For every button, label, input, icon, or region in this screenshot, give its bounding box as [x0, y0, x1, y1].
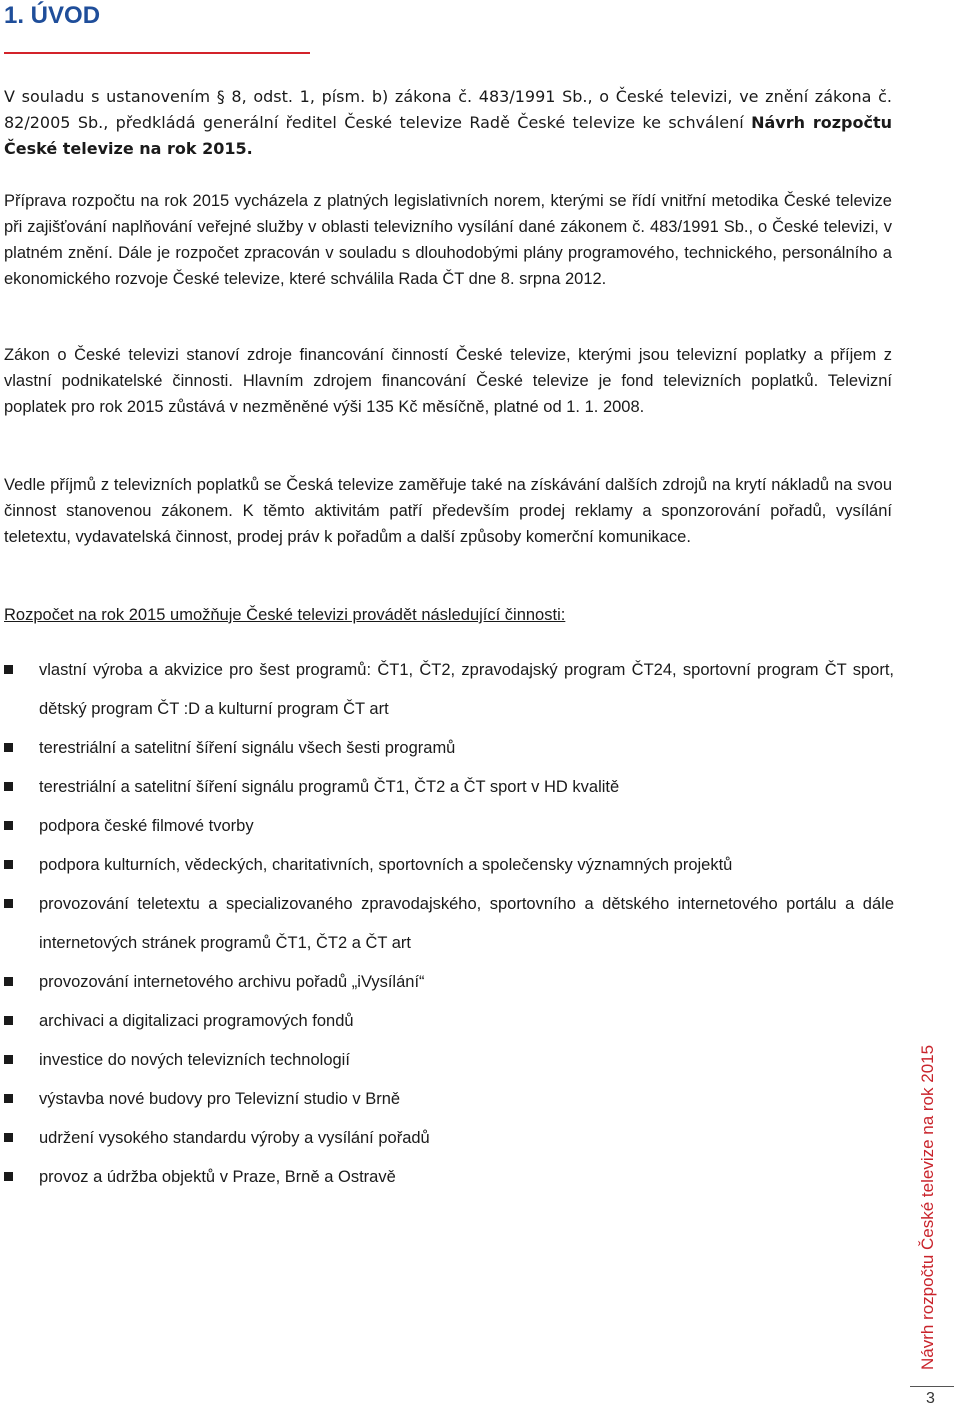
square-bullet-icon	[4, 1133, 13, 1142]
square-bullet-icon	[4, 1055, 13, 1064]
square-bullet-icon	[4, 860, 13, 869]
activities-title: Rozpočet na rok 2015 umožňuje České televizi provádět následující činnosti:	[4, 606, 566, 624]
list-item-text: provozování internetového archivu pořadů „iVysílání“	[39, 973, 425, 991]
square-bullet-icon	[4, 665, 13, 674]
square-bullet-icon	[4, 899, 13, 908]
list-item	[4, 1119, 894, 1158]
income-paragraph: Vedle příjmů z televizních poplatků se Česká televize zaměřuje také na získávání dalších zdrojů na krytí nákladů na svou činnost stanovenou zákonem. K těmto aktivitám patří především prodej reklamy a sponzorování pořadů, vysílání teletextu, vydavatelská činnost, prodej práv k pořadům a další způsoby komerční komunikace.	[4, 476, 892, 546]
list-item-text: podpora kulturních, vědeckých, charitativních, sportovních a společensky významných projektů	[39, 856, 733, 874]
list-item	[4, 885, 894, 963]
list-item-text: podpora české filmové tvorby	[39, 817, 254, 835]
list-item	[4, 768, 894, 807]
square-bullet-icon	[4, 1016, 13, 1025]
list-item	[4, 807, 894, 846]
intro-text: V souladu s ustanovením § 8, odst. 1, písm. b) zákona č. 483/1991 Sb., o České televizi, ve znění zákona č. 82/2005 Sb., předkládá generální ředitel České televize Radě České televize ke schválení	[4, 87, 892, 132]
square-bullet-icon	[4, 977, 13, 986]
list-item-text: terestriální a satelitní šíření signálu programů ČT1, ČT2 a ČT sport v HD kvalitě	[39, 778, 620, 796]
document-title-sidebar: Návrh rozpočtu České televize na rok 2015	[918, 1044, 937, 1370]
square-bullet-icon	[4, 782, 13, 791]
square-bullet-icon	[4, 1094, 13, 1103]
list-item-text: provozování teletextu a specializovaného zpravodajského, sportovního a dětského internetového portálu a dále internetových stránek programů ČT1, ČT2 a ČT art	[39, 895, 894, 952]
law-paragraph: Zákon o České televizi stanoví zdroje financování činností České televize, kterými jsou televizní poplatky a příjem z vlastní podnikatelské činnosti. Hlavním zdrojem financování České televize je fond televizních poplatků. Televizní poplatek pro rok 2015 zůstává v nezměněné výši 135 Kč měsíčně, platné od 1. 1. 2008.	[4, 346, 892, 416]
list-item-text: výstavba nové budovy pro Televizní studio v Brně	[39, 1090, 401, 1108]
footer-divider	[910, 1386, 954, 1387]
section-heading: 1. ÚVOD	[4, 2, 101, 29]
activities-list	[4, 651, 894, 1197]
list-item	[4, 1002, 894, 1041]
list-item	[4, 1041, 894, 1080]
list-item-text: provoz a údržba objektů v Praze, Brně a Ostravě	[39, 1168, 396, 1186]
intro-bold-title: Návrh rozpočtu České televize na rok 2015.	[4, 113, 892, 158]
heading-underline	[4, 52, 310, 54]
page-number: 3	[926, 1390, 935, 1407]
square-bullet-icon	[4, 1172, 13, 1181]
list-item-text: archivaci a digitalizaci programových fondů	[39, 1012, 354, 1030]
list-item-text: udržení vysokého standardu výroby a vysílání pořadů	[39, 1129, 430, 1147]
list-item-text: investice do nových televizních technologií	[39, 1051, 350, 1069]
list-item-text: vlastní výroba a akvizice pro šest programů: ČT1, ČT2, zpravodajský program ČT24, sportovní program ČT sport, dětský program ČT :D a kulturní program ČT art	[39, 661, 894, 718]
list-item	[4, 963, 894, 1002]
intro-paragraph	[4, 84, 892, 162]
square-bullet-icon	[4, 821, 13, 830]
list-item	[4, 1080, 894, 1119]
list-item	[4, 729, 894, 768]
square-bullet-icon	[4, 743, 13, 752]
list-item	[4, 1158, 894, 1197]
list-item	[4, 651, 894, 729]
list-item-text: terestriální a satelitní šíření signálu všech šesti programů	[39, 739, 456, 757]
list-item	[4, 846, 894, 885]
preparation-paragraph: Příprava rozpočtu na rok 2015 vycházela z platných legislativních norem, kterými se řídí vnitřní metodika České televize při zajišťování naplňování veřejné služby v oblasti televizního vysílání dané zákonem č. 483/1991 Sb., o České televizi, v platném znění. Dále je rozpočet zpracován v souladu s dlouhodobými plány programového, technického, personálního a ekonomického rozvoje České televize, které schválila Rada ČT dne 8. srpna 2012.	[4, 192, 892, 288]
